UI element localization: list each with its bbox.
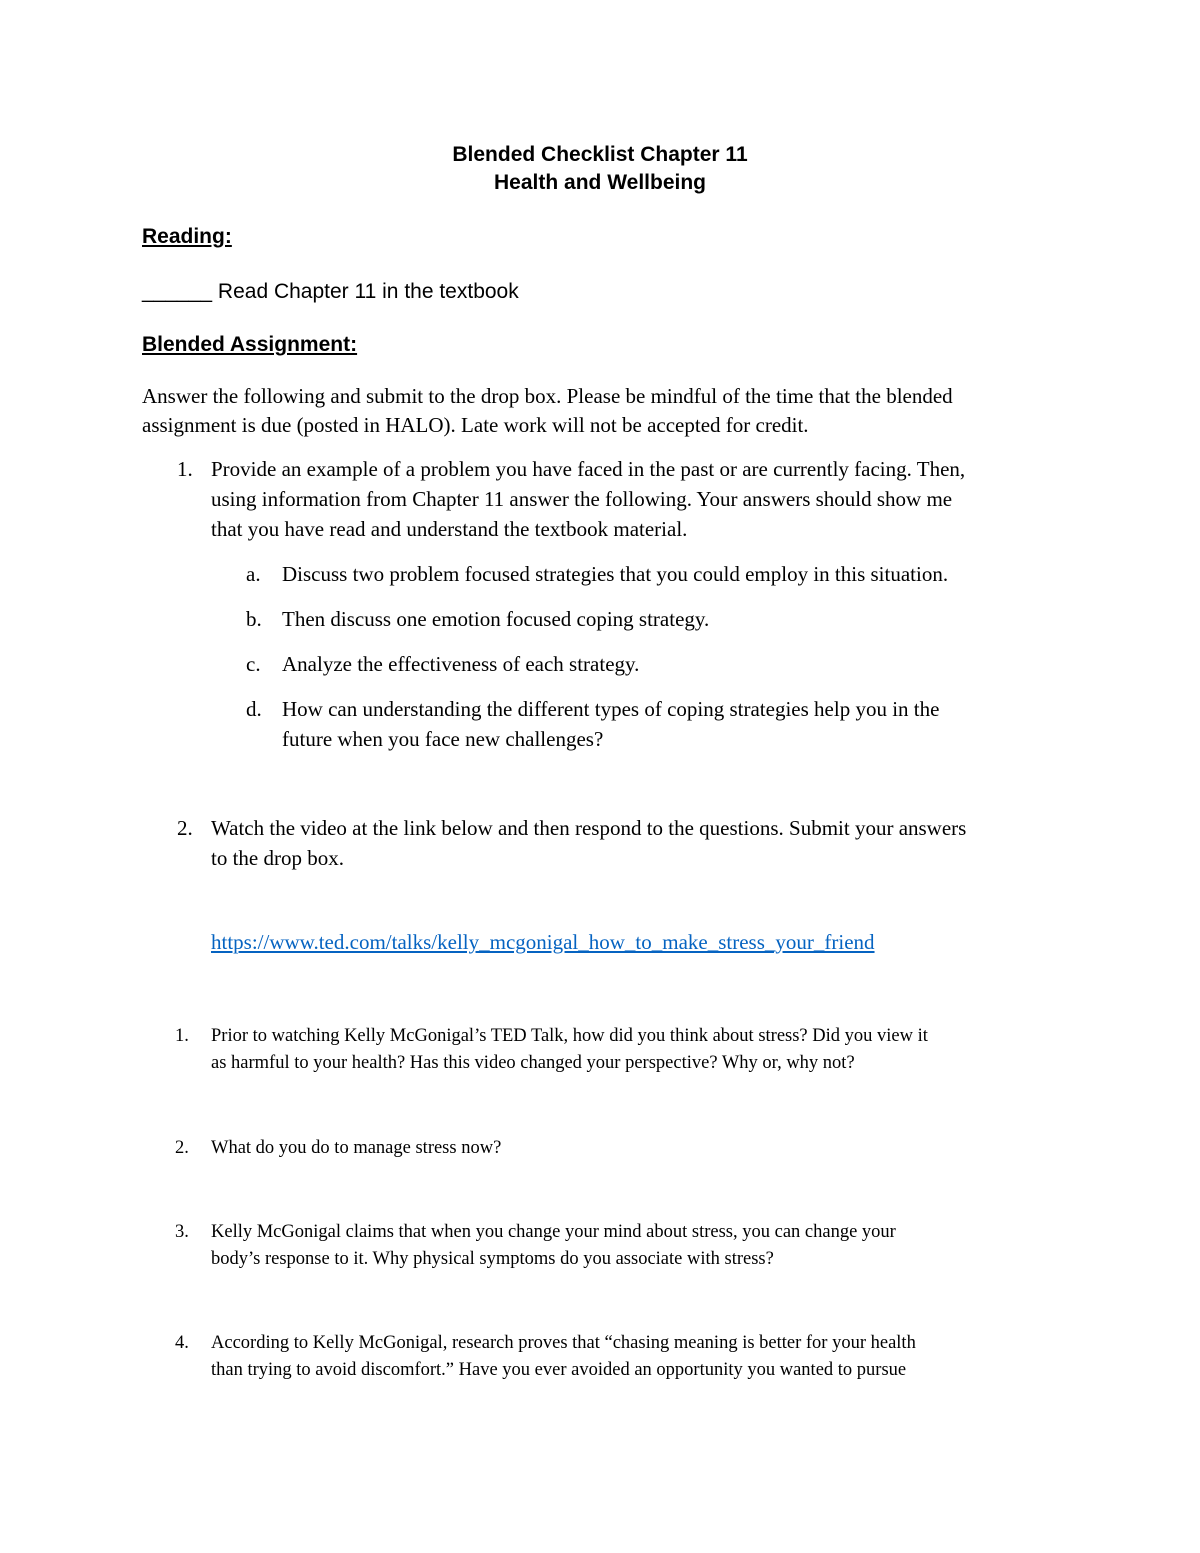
item-1-number: 1.: [177, 457, 193, 481]
subitem-c-text: Analyze the effectiveness of each strategy.: [282, 652, 640, 676]
reading-heading: Reading:: [142, 225, 232, 248]
item-2-line-1: Watch the video at the link below and then respond to the questions. Submit your answers: [211, 816, 967, 840]
blended-assignment-heading: Blended Assignment:: [142, 333, 358, 356]
subitem-b-text: Then discuss one emotion focused coping strategy.: [282, 607, 710, 631]
question-3-line-2: body’s response to it. Why physical symptoms do you associate with stress?: [211, 1249, 774, 1269]
subitem-c-letter: c.: [246, 652, 261, 676]
question-1-number: 1.: [175, 1026, 189, 1046]
document-title: Blended Checklist Chapter 11: [452, 143, 748, 166]
question-1-line-2: as harmful to your health? Has this video changed your perspective? Why or, why not?: [211, 1053, 855, 1073]
intro-line-1: Answer the following and submit to the drop box. Please be mindful of the time that the blended: [142, 384, 953, 408]
question-2-line-1: What do you do to manage stress now?: [211, 1138, 502, 1158]
reading-checklist-item: [142, 280, 519, 304]
checklist-blank: ______: [142, 280, 213, 303]
question-4-number: 4.: [175, 1333, 189, 1353]
item-1-line-2: using information from Chapter 11 answer the following. Your answers should show me: [211, 487, 953, 511]
question-2-number: 2.: [175, 1138, 189, 1158]
item-2-number: 2.: [177, 816, 193, 840]
subitem-b-letter: b.: [246, 607, 262, 631]
question-3-number: 3.: [175, 1222, 189, 1242]
subitem-a-letter: a.: [246, 562, 261, 586]
subitem-d-line-1: How can understanding the different types of coping strategies help you in the: [282, 697, 940, 721]
ted-talk-link[interactable]: https://www.ted.com/talks/kelly_mcgonigal_how_to_make_stress_your_friend: [211, 930, 875, 954]
intro-line-2: assignment is due (posted in HALO). Late work will not be accepted for credit.: [142, 413, 809, 437]
subitem-d-letter: d.: [246, 697, 262, 721]
item-1-line-1: Provide an example of a problem you have faced in the past or are currently facing. Then,: [211, 457, 966, 481]
checklist-text: Read Chapter 11 in the textbook: [217, 280, 519, 303]
subitem-d-line-2: future when you face new challenges?: [282, 727, 604, 751]
question-1-line-1: Prior to watching Kelly McGonigal’s TED Talk, how did you think about stress? Did you view it: [211, 1026, 928, 1046]
item-1-line-3: that you have read and understand the textbook material.: [211, 517, 688, 541]
question-4-line-1: According to Kelly McGonigal, research proves that “chasing meaning is better for your health: [211, 1333, 916, 1353]
question-4-line-2: than trying to avoid discomfort.” Have you ever avoided an opportunity you wanted to pursue: [211, 1360, 907, 1380]
item-2-line-2: to the drop box.: [211, 846, 344, 870]
subitem-a-text: Discuss two problem focused strategies that you could employ in this situation.: [282, 562, 949, 586]
question-3-line-1: Kelly McGonigal claims that when you change your mind about stress, you can change your: [211, 1222, 896, 1242]
document-subtitle: Health and Wellbeing: [494, 171, 706, 194]
